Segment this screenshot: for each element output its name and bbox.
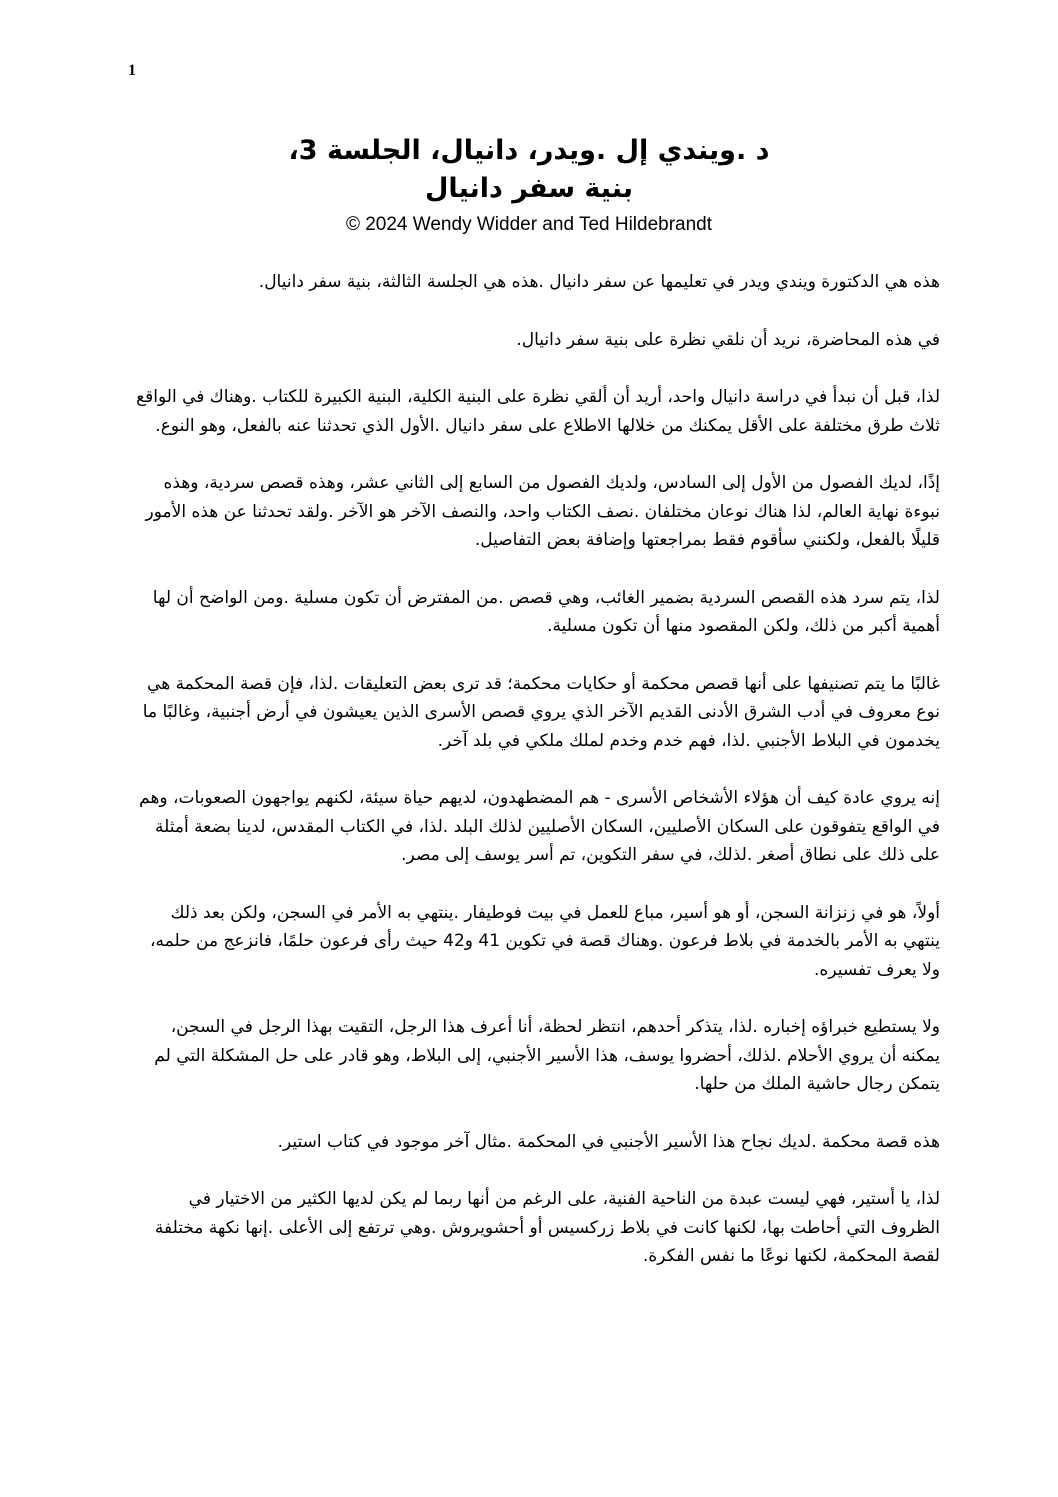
document-title: د .ويندي إل .ويدر، دانيال، الجلسة 3، <box>288 135 770 166</box>
document-body <box>132 268 940 1300</box>
paragraph: لذا، يتم سرد هذه القصص السردية بضمير الغائب، وهي قصص .من المفترض أن تكون مسلية .ومن الواضح أن لها أهمية أكبر من ذلك، ولكن المقصود منها أن تكون مسلية. <box>152 587 940 636</box>
paragraph: لذا، يا أستير، فهي ليست عبدة من الناحية الفنية، على الرغم من أنها ربما لم يكن لديها الكثير من الاختيار في الظروف التي أحاطت بها، لكنها كانت في بلاط زركسيس أو أحشويروش .وهي ترتفع إلى الأعلى .إنها نكهة مختلفة لقصة المحكمة، لكنها نوعًا ما نفس الفكرة. <box>154 1189 940 1266</box>
paragraph: إنه يروي عادة كيف أن هؤلاء الأشخاص الأسرى - هم المضطهدون، لديهم حياة سيئة، لكنهم يواجهون الصعوبات، وهم في الواقع يتفوقون على السكان الأصليين، السكان الأصليين لذلك البلد .لذا، في الكتاب المقدس، لدينا بضعة أمثلة على ذلك على نطاق أصغر .لذلك، في سفر التكوين، تم أسر يوسف إلى مصر. <box>139 788 940 865</box>
page-number: 1 <box>128 62 136 79</box>
paragraph: ولا يستطيع خبراؤه إخباره .لذا، يتذكر أحدهم، انتظر لحظة، أنا أعرف هذا الرجل، التقيت بهذا الرجل في السجن، يمكنه أن يروي الأحلام .لذلك، أحضروا يوسف، هذا الأسير الأجنبي، إلى البلاط، وهو قادر على حل المشكلة التي لم يتمكن رجال حاشية الملك من حلها. <box>154 1017 940 1094</box>
paragraph: غالبًا ما يتم تصنيفها على أنها قصص محكمة أو حكايات محكمة؛ قد ترى بعض التعليقات .لذا، فإن قصة المحكمة هي نوع معروف في أدب الشرق الأدنى القديم الآخر الذي يروي قصص الأسرى الذين يعيشون في أرض أجنبية، وغالبًا ما يخدمون في البلاط الأجنبي .لذا، فهم خدم وخدم لملك ملكي في بلد آخر. <box>142 673 940 751</box>
document-header <box>0 132 1058 240</box>
paragraph: لذا، قبل أن نبدأ في دراسة دانيال واحد، أريد أن ألقي نظرة على البنية الكلية، البنية الكبيرة للكتاب .وهناك في الواقع ثلاث طرق مختلفة على الأقل يمكنك من خلالها الاطلاع على سفر دانيال .الأول الذي تحدثنا عنه بالفعل، وهو النوع. <box>136 387 940 436</box>
paragraph: هذه قصة محكمة .لديك نجاح هذا الأسير الأجنبي في المحكمة .مثال آخر موجود في كتاب استير. <box>277 1131 940 1152</box>
copyright-notice: © 2024 Wendy Widder and Ted Hildebrandt <box>345 214 713 235</box>
paragraph: أولاً، هو في زنزانة السجن، أو هو أسير، مباع للعمل في بيت فوطيفار .ينتهي به الأمر في السجن، ولكن بعد ذلك ينتهي به الأمر بالخدمة في بلاط فرعون .وهناك قصة في تكوين 41 و42 حيث رأى فرعون حلمًا، فانزعج من حلمه، ولا يعرف تفسيره. <box>150 902 940 980</box>
paragraph: إذًا، لديك الفصول من الأول إلى السادس، ولديك الفصول من السابع إلى الثاني عشر، وهذه قصص سردية، وهذه نبوءة نهاية العالم، لذا هناك نوعان مختلفان .نصف الكتاب واحد، والنصف الآخر هو الآخر .ولقد تحدثنا عن هذه الأمور قليلًا بالفعل، ولكنني سأقوم فقط بمراجعتها وإضافة بعض التفاصيل. <box>145 473 940 550</box>
document-subtitle: بنية سفر دانيال <box>425 173 633 204</box>
paragraph: في هذه المحاضرة، نريد أن نلقي نظرة على بنية سفر دانيال. <box>516 329 940 350</box>
paragraph: هذه هي الدكتورة ويندي ويدر في تعليمها عن سفر دانيال .هذه هي الجلسة الثالثة، بنية سفر دانيال. <box>258 272 940 292</box>
